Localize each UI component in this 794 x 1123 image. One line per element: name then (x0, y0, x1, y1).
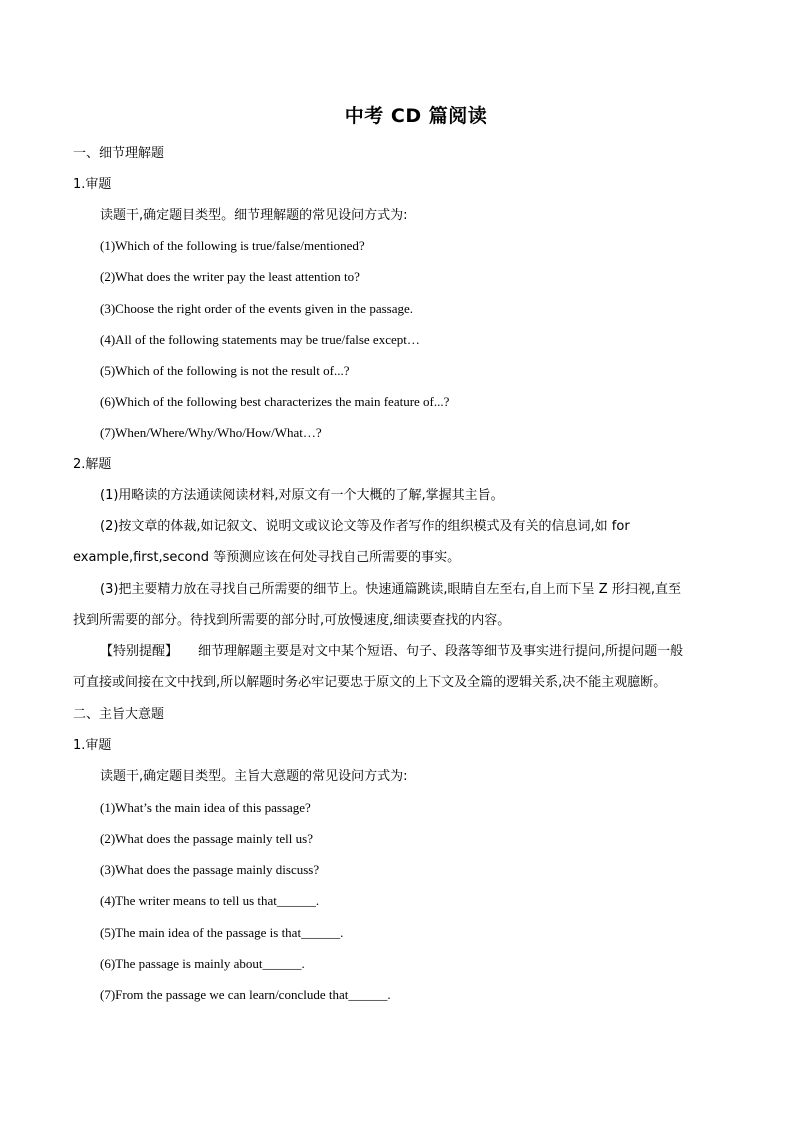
paragraph-3-line-1: (3)把主要精力放在寻找自己所需要的细节上。快速通篇跳读,眼睛自左至右,自上而下呈 Z 形扫视,直至 (100, 582, 681, 597)
question-item: (3)Choose the right order of the events given in the passage. (100, 301, 413, 316)
page-title: 中考 CD 篇阅读 (344, 105, 488, 127)
question-item: (4)All of the following statements may be true/false except… (100, 332, 420, 347)
intro-text: 读题干,确定题目类型。细节理解题的常见设问方式为: (100, 208, 408, 223)
step-label-review: 1.审题 (73, 177, 112, 192)
paragraph-2-line-2: example,first,second 等预测应该在何处寻找自己所需要的事实。 (73, 550, 461, 565)
question-item: (7)From the passage we can learn/conclude that______. (100, 987, 391, 1002)
section-heading-main-idea: 二、主旨大意题 (73, 707, 165, 722)
question-item: (3)What does the passage mainly discuss? (100, 862, 320, 877)
step-label-solve: 2.解题 (73, 457, 112, 472)
step-label-review-2: 1.审题 (73, 738, 112, 753)
section-heading-detail: 一、细节理解题 (73, 146, 165, 161)
question-item: (7)When/Where/Why/Who/How/What…? (100, 425, 322, 440)
tip-line-1: 细节理解题主要是对文中某个短语、句子、段落等细节及事实进行提问,所提问题一般 (198, 644, 684, 659)
paragraph-3-line-2: 找到所需要的部分。待找到所需要的部分时,可放慢速度,细读要查找的内容。 (73, 613, 511, 628)
question-item: (2)What does the passage mainly tell us? (100, 831, 313, 846)
paragraph-2-line-1: (2)按文章的体裁,如记叙文、说明文或议论文等及作者写作的组织模式及有关的信息词,如 for (100, 519, 630, 534)
intro-text-2: 读题干,确定题目类型。主旨大意题的常见设问方式为: (100, 769, 408, 784)
tip-line-2: 可直接或间接在文中找到,所以解题时务必牢记要忠于原文的上下文及全篇的逻辑关系,决不能主观臆断。 (73, 675, 667, 690)
question-item: (6)The passage is mainly about______. (100, 956, 305, 971)
question-item: (1)What’s the main idea of this passage? (100, 800, 311, 815)
question-item: (5)The main idea of the passage is that______. (100, 925, 344, 940)
question-item: (1)Which of the following is true/false/mentioned? (100, 238, 365, 253)
question-item: (2)What does the writer pay the least attention to? (100, 269, 360, 284)
question-item: (4)The writer means to tell us that______. (100, 893, 320, 908)
tip-label: 【特别提醒】 (100, 644, 179, 659)
question-item: (5)Which of the following is not the result of...? (100, 363, 350, 378)
question-item: (6)Which of the following best characterizes the main feature of...? (100, 394, 450, 409)
paragraph-1: (1)用略读的方法通读阅读材料,对原文有一个大概的了解,掌握其主旨。 (100, 488, 504, 503)
